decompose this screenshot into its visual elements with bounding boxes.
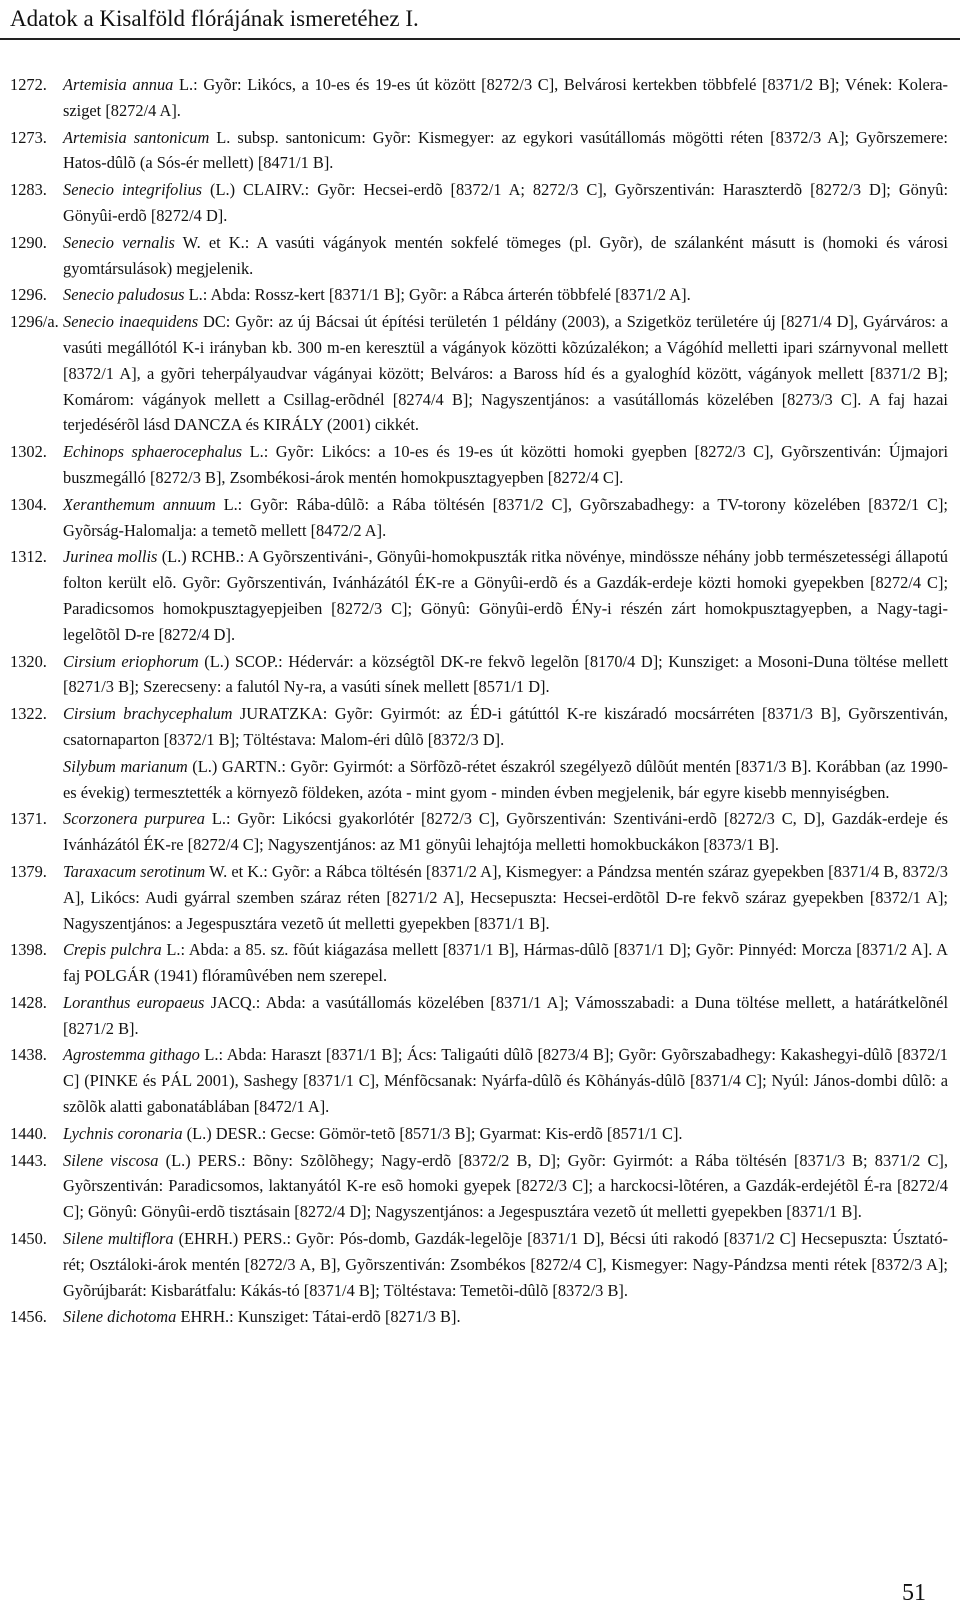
species-entry bbox=[10, 544, 948, 647]
species-entry bbox=[10, 649, 948, 701]
entry-number: 1398. bbox=[10, 940, 47, 960]
entry-text: (L.) CLAIRV.: Gyõr: Hecsei-erdõ [8372/1 A; 8272/3 C], Gyõrszentiván: Haraszterdõ [8272/3 D]; Gönyû: Gönyûi-erdõ [8272/4 D]. bbox=[63, 180, 948, 225]
species-entry bbox=[10, 1148, 948, 1225]
species-name: Senecio integrifolius bbox=[63, 180, 203, 200]
species-name: Taraxacum serotinum bbox=[63, 861, 206, 881]
entry-number: 1304. bbox=[10, 494, 47, 514]
entry-text: (L.) PERS.: Bõny: Szõlõhegy; Nagy-erdõ [8372/2 B, D]; Gyõr: Gyirmót: a Rába töltésén [8371/3 B; 8371/2 C], Gyõrszentiván: Paradicsomos, laktanyától K-re esõ homoki gyepek [8272/3 C]; a harckocsi-lõtéren, a Gazdák-erdejétõl É-ra [8272/4 C]; Gönyû: Gönyûi-erdõ tisztásain [8272/4 D]; Nagyszentjános: a Jegespusztára vezetõ út melletti gyepekben [8371/1 B]. bbox=[63, 1150, 948, 1222]
entry-text: DC: Gyõr: az új Bácsai út építési területén 1 példány (2003), a Szigetköz területére új [8271/4 D], Gyárváros: a vasúti megállótól K-i irányban kb. 300 m-en keresztül a vágányok közötti kõzúzalékon; a Vágóhíd melletti ipari szárnyvonal mellett [8372/1 A], a gyõri teherpályaudvar vágányai között; Belváros: a Baross híd és a gyaloghíd között, vágányok mellett [8371/2 B]; Komárom: vágányok mellett a Csillag-erõdnél [8274/4 B]; Nagyszentjános: a vasútállomás közelében [8273/3 C]. A faj hazai terjedésérõl lásd DANCZA és KIRÁLY (2001) cikkét. bbox=[63, 312, 948, 435]
species-name: Artemisia annua bbox=[63, 75, 174, 94]
entry-text: EHRH.: Kunsziget: Tátai-erdõ [8271/3 B]. bbox=[176, 1307, 461, 1327]
species-entry bbox=[10, 859, 948, 936]
species-name: Scorzonera purpurea bbox=[63, 809, 205, 829]
entry-number: 1273. bbox=[10, 127, 47, 147]
species-entry bbox=[10, 282, 948, 308]
entry-text: (L.) RCHB.: A Gyõrszentiváni-, Gönyûi-homokpuszták ritka növénye, mindössze néhány jobb természetességi állapotú folton került elõ. Gyõr: Gyõrszentiván, Ivánházától ÉK-re a Gönyûi-erdõ és a Gazdák-erdeje közti homoki gyepekben [8272/4 C]; Paradicsomos homokpusztagyepjeiben [8272/3 C]; Gönyû: Gönyûi-erdõ ÉNy-i részén zárt homokpusztagyepben, a Nagy-tagi-legelõtõl D-re [8272/4 D]. bbox=[63, 547, 948, 644]
entry-number: 1428. bbox=[10, 992, 47, 1012]
entry-number: 1443. bbox=[10, 1150, 47, 1170]
entry-number: 1296. bbox=[10, 285, 47, 305]
species-entry bbox=[10, 439, 948, 491]
species-name: Cirsium brachycephalum bbox=[63, 704, 233, 724]
species-entry bbox=[10, 177, 948, 229]
entry-number: 1290. bbox=[10, 232, 47, 252]
species-entry bbox=[10, 125, 948, 177]
species-name: Senecio inaequidens bbox=[63, 312, 199, 332]
species-entry bbox=[10, 937, 948, 989]
entry-number: 1456. bbox=[10, 1307, 47, 1327]
entry-text: (EHRH.) PERS.: Gyõr: Pós-domb, Gazdák-legelõje [8371/1 D], Bécsi úti rakodó [8371/2 C] Hecsepuszta: Úsztató-rét; Osztáloki-árok mentén [8272/3 A, B], Gyõrszentiván: Zsombékos [8272/4 C], Kismegyer: Nagy-Pándzsa menti rétek [8372/3 A]; Gyõrújbarát: Kisbarátfalu: Kákás-tó [8371/4 B]; Töltéstava: Temetõi-dûlõ [8372/3 B]. bbox=[63, 1229, 948, 1300]
entry-text: JACQ.: Abda: a vasútállomás közelében [8371/1 A]; Vámosszabadi: a Duna töltése mellett, a határátkelõnél [8271/2 B]. bbox=[63, 992, 948, 1038]
species-name: Agrostemma githago bbox=[63, 1045, 200, 1065]
entry-number: 1312. bbox=[10, 547, 47, 567]
species-entry bbox=[10, 1121, 948, 1147]
species-name: Xeranthemum annuum bbox=[63, 494, 216, 514]
species-list bbox=[10, 72, 948, 1331]
species-name: Senecio paludosus bbox=[63, 285, 185, 305]
entry-text: L.: Abda: Rossz-kert [8371/1 B]; Gyõr: a Rábca árterén többfelé [8371/2 A]. bbox=[184, 285, 691, 305]
running-header: Adatok a Kisalföld flórájának ismeretéhez I. bbox=[10, 6, 419, 31]
species-name: Lychnis coronaria bbox=[63, 1123, 183, 1143]
entry-text: JURATZKA: Gyõr: Gyirmót: az ÉD-i gátúttól K-re kiszáradó mocsárréten [8371/3 B], Gyõrszentiván, csatornaparton [8372/1 B]; Töltéstava: Malom-éri dûlõ [8372/3 D]. bbox=[63, 704, 948, 749]
entry-text: L.: Gyõr: Likócsi gyakorlótér [8272/3 C], Gyõrszentiván: Szentiváni-erdõ [8272/3 C, D], Gazdák-erdeje és Ivánházától ÉK-re [8272/4 C]; Nagyszentjános: az M1 gönyûi lehajtója melletti homokbuckákon [8373/1 B]. bbox=[63, 809, 948, 855]
species-entry bbox=[10, 990, 948, 1042]
entry-number: 1302. bbox=[10, 442, 47, 462]
entry-text: (L.) DESR.: Gecse: Gömör-tetõ [8571/3 B]; Gyarmat: Kis-erdõ [8571/1 C]. bbox=[182, 1123, 683, 1143]
species-entry bbox=[10, 309, 948, 438]
entry-number: 1272. bbox=[10, 75, 47, 94]
entry-number: 1450. bbox=[10, 1229, 47, 1249]
entry-text: W. et K.: Gyõr: a Rábca töltésén [8371/2 A], Kismegyer: a Pándzsa mentén száraz gyepekben [8371/4 B, 8372/3 A], Likócs: Audi gyárral szemben száraz réten [8271/2 A], Hecsepuszta: Hecsei-erdõtõl D-re fekvõ száraz gyepekben [8372/1 A]; Nagyszentjános: a Jegespusztára vezetõ út melletti gyepekben [8371/1 B]. bbox=[63, 861, 948, 933]
species-entry bbox=[10, 1042, 948, 1119]
species-name: Silene dichotoma bbox=[63, 1307, 177, 1327]
species-name: Silene viscosa bbox=[63, 1150, 159, 1170]
species-entry bbox=[10, 806, 948, 858]
species-name: Artemisia santonicum bbox=[63, 127, 210, 147]
species-entry bbox=[10, 701, 948, 753]
page-number: 51 bbox=[902, 1580, 926, 1606]
entry-text: L.: Gyõr: Likócs, a 10-es és 19-es út között [8272/3 C], Belvárosi kertekben többfelé [8371/2 B]; Vének: Kolera-sziget [8272/4 A]. bbox=[63, 75, 949, 120]
species-entry bbox=[10, 492, 948, 544]
entry-number: 1296/a. bbox=[10, 312, 59, 332]
species-name: Jurinea mollis bbox=[63, 547, 158, 567]
species-name: Silybum marianum bbox=[63, 756, 188, 776]
entry-number: 1440. bbox=[10, 1123, 47, 1143]
species-entry bbox=[10, 1304, 948, 1330]
species-name: Crepis pulchra bbox=[63, 940, 162, 960]
entry-text: L.: Abda: Haraszt [8371/1 B]; Ács: Taligaúti dûlõ [8273/4 B]; Gyõr: Gyõrszabadhegy: Kakashegyi-dûlõ [8372/1 C] (PINKE és PÁL 2001), Sashegy [8371/1 C], Ménfõcsanak: Nyárfa-dûlõ és Kõhányás-dûlõ [8371/4 C]; Nyúl: János-dombi dûlõ: a szõlõk alatti gabonatáblában [8472/1 A]. bbox=[63, 1045, 948, 1117]
entry-number: 1320. bbox=[10, 651, 47, 671]
species-name: Senecio vernalis bbox=[63, 232, 175, 252]
species-name: Cirsium eriophorum bbox=[63, 651, 199, 671]
header-rule bbox=[0, 38, 960, 40]
entry-number: 1322. bbox=[10, 704, 47, 724]
entry-text: L.: Abda: a 85. sz. fõút kiágazása mellett [8371/1 B], Hármas-dûlõ [8371/1 D]; Gyõr: Pinnyéd: Morcza [8371/2 A]. A faj POLGÁR (1941) flóramûvében nem szerepel. bbox=[63, 940, 948, 986]
species-entry bbox=[10, 230, 948, 282]
entry-text: (L.) GARTN.: Gyõr: Gyirmót: a Sörfõzõ-rétet északról szegélyezõ dûlõút mentén [8371/3 B]. Korábban (az 1990-es évekig) termesztették a környezõ földeken, azóta - mint gyom - minden évben megjelenik, bár egyre kisebb mennyiségben. bbox=[63, 756, 948, 802]
species-name: Echinops sphaerocephalus bbox=[63, 442, 243, 462]
species-name: Loranthus europaeus bbox=[63, 992, 205, 1012]
entry-text: (L.) SCOP.: Hédervár: a községtõl DK-re fekvõ legelõn [8170/4 D]; Kunsziget: a Mosoni-Duna töltése mellett [8271/3 B]; Szerecseny: a falutól Ny-ra, a vasúti sínek mellett [8571/1 D]. bbox=[63, 651, 948, 697]
entry-text: W. et K.: A vasúti vágányok mentén sokfelé tömeges (pl. Gyõr), de szálanként másutt is (homoki és városi gyomtársulások) megjelenik. bbox=[63, 232, 948, 278]
entry-text: L. subsp. santonicum: Gyõr: Kismegyer: az egykori vasútállomás mögötti réten [8372/3 A]; Gyõrszemere: Hatos-dûlõ (a Sós-ér mellett) [8471/1 B]. bbox=[63, 127, 948, 173]
species-name: Silene multiflora bbox=[63, 1229, 174, 1249]
entry-text: L.: Gyõr: Likócs: a 10-es és 19-es út közötti homoki gyepben [8272/3 C], Gyõrszentiván: Újmajori buszmegálló [8272/3 B], Zsombékosi-árok mentén homokpusztagyepben [8272/4 C]. bbox=[63, 442, 948, 487]
species-entry bbox=[10, 1226, 948, 1303]
entry-number: 1438. bbox=[10, 1045, 47, 1065]
entry-number: 1379. bbox=[10, 861, 47, 881]
entry-number: 1371. bbox=[10, 809, 47, 829]
species-entry bbox=[10, 72, 948, 124]
entry-number: 1283. bbox=[10, 180, 47, 200]
entry-text: L.: Gyõr: Rába-dûlõ: a Rába töltésén [8371/2 C], Gyõrszabadhegy: a TV-torony közelében [8372/1 C]; Gyõrság-Halomalja: a temetõ mellett [8472/2 A]. bbox=[63, 494, 948, 540]
species-entry bbox=[10, 754, 948, 806]
